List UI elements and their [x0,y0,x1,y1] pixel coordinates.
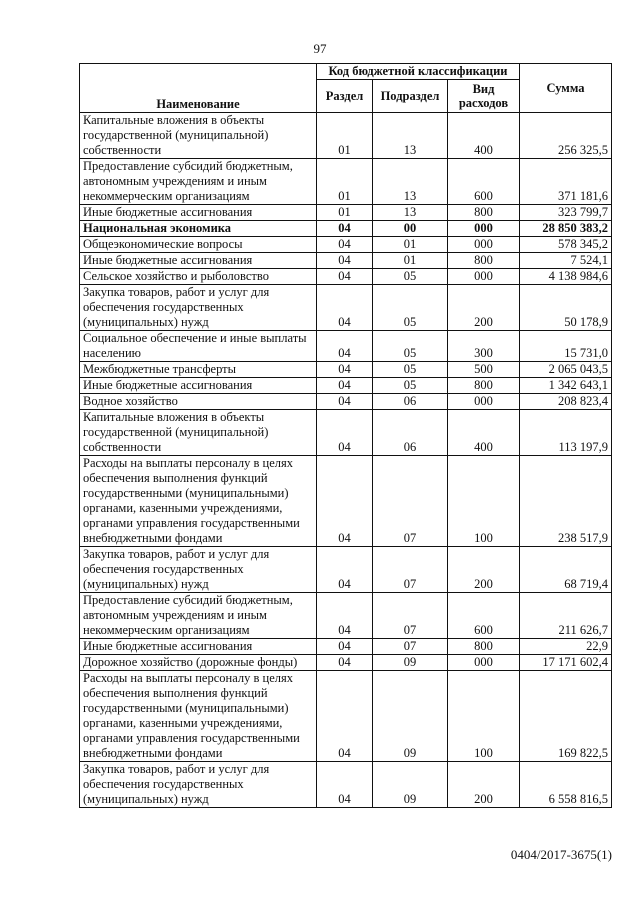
header-vid: Вид расходов [448,80,520,113]
row-name: Капитальные вложения в объекты государственной (муниципальной) собственности [80,113,317,159]
row-razdel: 04 [317,269,373,285]
table-row [80,205,612,221]
table-row [80,671,612,762]
row-vid: 000 [448,221,520,237]
budget-table [79,63,612,808]
row-razdel: 04 [317,593,373,639]
table-row [80,762,612,808]
row-sum: 6 558 816,5 [520,762,612,808]
row-sum: 113 197,9 [520,410,612,456]
row-podrazdel: 09 [373,671,448,762]
table-row [80,237,612,253]
row-podrazdel: 01 [373,253,448,269]
row-name: Капитальные вложения в объекты государственной (муниципальной) собственности [80,410,317,456]
row-vid: 600 [448,159,520,205]
row-razdel: 04 [317,762,373,808]
table-row [80,655,612,671]
row-razdel: 04 [317,394,373,410]
row-sum: 15 731,0 [520,331,612,362]
row-sum: 1 342 643,1 [520,378,612,394]
table-body [80,113,612,808]
row-sum: 211 626,7 [520,593,612,639]
row-sum: 2 065 043,5 [520,362,612,378]
table-row [80,269,612,285]
table-row [80,378,612,394]
row-name: Сельское хозяйство и рыболовство [80,269,317,285]
row-podrazdel: 13 [373,113,448,159]
row-name: Межбюджетные трансферты [80,362,317,378]
table-row [80,331,612,362]
row-name: Предоставление субсидий бюджетным, автономным учреждениям и иным некоммерческим организациям [80,593,317,639]
row-razdel: 01 [317,159,373,205]
row-vid: 800 [448,639,520,655]
row-vid: 400 [448,410,520,456]
row-podrazdel: 00 [373,221,448,237]
row-name: Закупка товаров, работ и услуг для обеспечения государственных (муниципальных) нужд [80,285,317,331]
table-header [80,64,612,113]
row-podrazdel: 01 [373,237,448,253]
row-name: Иные бюджетные ассигнования [80,639,317,655]
row-name: Иные бюджетные ассигнования [80,253,317,269]
row-podrazdel: 07 [373,456,448,547]
table-row [80,410,612,456]
row-razdel: 04 [317,331,373,362]
row-name: Общеэкономические вопросы [80,237,317,253]
row-razdel: 04 [317,671,373,762]
row-sum: 169 822,5 [520,671,612,762]
row-vid: 500 [448,362,520,378]
table-row [80,394,612,410]
row-vid: 800 [448,378,520,394]
row-razdel: 04 [317,410,373,456]
header-name: Наименование [80,64,317,113]
row-name: Социальное обеспечение и иные выплаты населению [80,331,317,362]
row-name: Закупка товаров, работ и услуг для обеспечения государственных (муниципальных) нужд [80,547,317,593]
row-name: Расходы на выплаты персоналу в целях обеспечения выполнения функций государственными (муниципальными) органами, казенными учреждениями, органами управления государственными внебюджетными фондами [80,671,317,762]
row-vid: 400 [448,113,520,159]
row-razdel: 04 [317,285,373,331]
row-podrazdel: 05 [373,285,448,331]
row-name: Дорожное хозяйство (дорожные фонды) [80,655,317,671]
row-podrazdel: 07 [373,593,448,639]
row-vid: 800 [448,205,520,221]
row-podrazdel: 05 [373,269,448,285]
table-row [80,221,612,237]
row-podrazdel: 13 [373,159,448,205]
row-vid: 300 [448,331,520,362]
row-sum: 22,9 [520,639,612,655]
row-razdel: 04 [317,655,373,671]
row-razdel: 04 [317,378,373,394]
row-sum: 371 181,6 [520,159,612,205]
row-podrazdel: 07 [373,547,448,593]
row-razdel: 04 [317,237,373,253]
page-number: 97 [313,41,327,56]
row-razdel: 04 [317,639,373,655]
row-podrazdel: 13 [373,205,448,221]
table-row [80,253,612,269]
table-row [80,639,612,655]
table-row [80,547,612,593]
row-vid: 100 [448,456,520,547]
row-sum: 323 799,7 [520,205,612,221]
row-razdel: 04 [317,221,373,237]
row-name: Расходы на выплаты персоналу в целях обеспечения выполнения функций государственными (муниципальными) органами, казенными учреждениями, органами управления государственными внебюджетными фондами [80,456,317,547]
row-sum: 68 719,4 [520,547,612,593]
row-sum: 256 325,5 [520,113,612,159]
header-sum: Сумма [520,64,612,113]
row-name: Иные бюджетные ассигнования [80,205,317,221]
row-vid: 000 [448,655,520,671]
row-sum: 208 823,4 [520,394,612,410]
row-podrazdel: 06 [373,410,448,456]
row-vid: 000 [448,237,520,253]
row-podrazdel: 05 [373,378,448,394]
row-name: Водное хозяйство [80,394,317,410]
table-row [80,159,612,205]
row-vid: 200 [448,285,520,331]
header-classification-code: Код бюджетной классификации [317,64,520,80]
row-vid: 000 [448,269,520,285]
row-vid: 200 [448,547,520,593]
table-row [80,113,612,159]
row-sum: 50 178,9 [520,285,612,331]
row-podrazdel: 09 [373,655,448,671]
row-podrazdel: 06 [373,394,448,410]
row-razdel: 01 [317,113,373,159]
row-podrazdel: 09 [373,762,448,808]
row-vid: 200 [448,762,520,808]
table-row [80,593,612,639]
row-sum: 238 517,9 [520,456,612,547]
row-vid: 600 [448,593,520,639]
row-sum: 4 138 984,6 [520,269,612,285]
header-razdel: Раздел [317,80,373,113]
row-vid: 100 [448,671,520,762]
row-podrazdel: 07 [373,639,448,655]
row-name: Закупка товаров, работ и услуг для обеспечения государственных (муниципальных) нужд [80,762,317,808]
header-podrazdel: Подраздел [373,80,448,113]
table-row [80,362,612,378]
row-vid: 800 [448,253,520,269]
row-razdel: 01 [317,205,373,221]
row-sum: 17 171 602,4 [520,655,612,671]
row-name: Предоставление субсидий бюджетным, автономным учреждениям и иным некоммерческим организациям [80,159,317,205]
row-podrazdel: 05 [373,331,448,362]
row-razdel: 04 [317,456,373,547]
row-name: Иные бюджетные ассигнования [80,378,317,394]
row-podrazdel: 05 [373,362,448,378]
row-razdel: 04 [317,547,373,593]
row-name: Национальная экономика [80,221,317,237]
row-sum: 28 850 383,2 [520,221,612,237]
row-razdel: 04 [317,253,373,269]
row-razdel: 04 [317,362,373,378]
table-row [80,456,612,547]
table-row [80,285,612,331]
row-vid: 000 [448,394,520,410]
document-code: 0404/2017-3675(1) [510,847,612,862]
row-sum: 7 524,1 [520,253,612,269]
row-sum: 578 345,2 [520,237,612,253]
